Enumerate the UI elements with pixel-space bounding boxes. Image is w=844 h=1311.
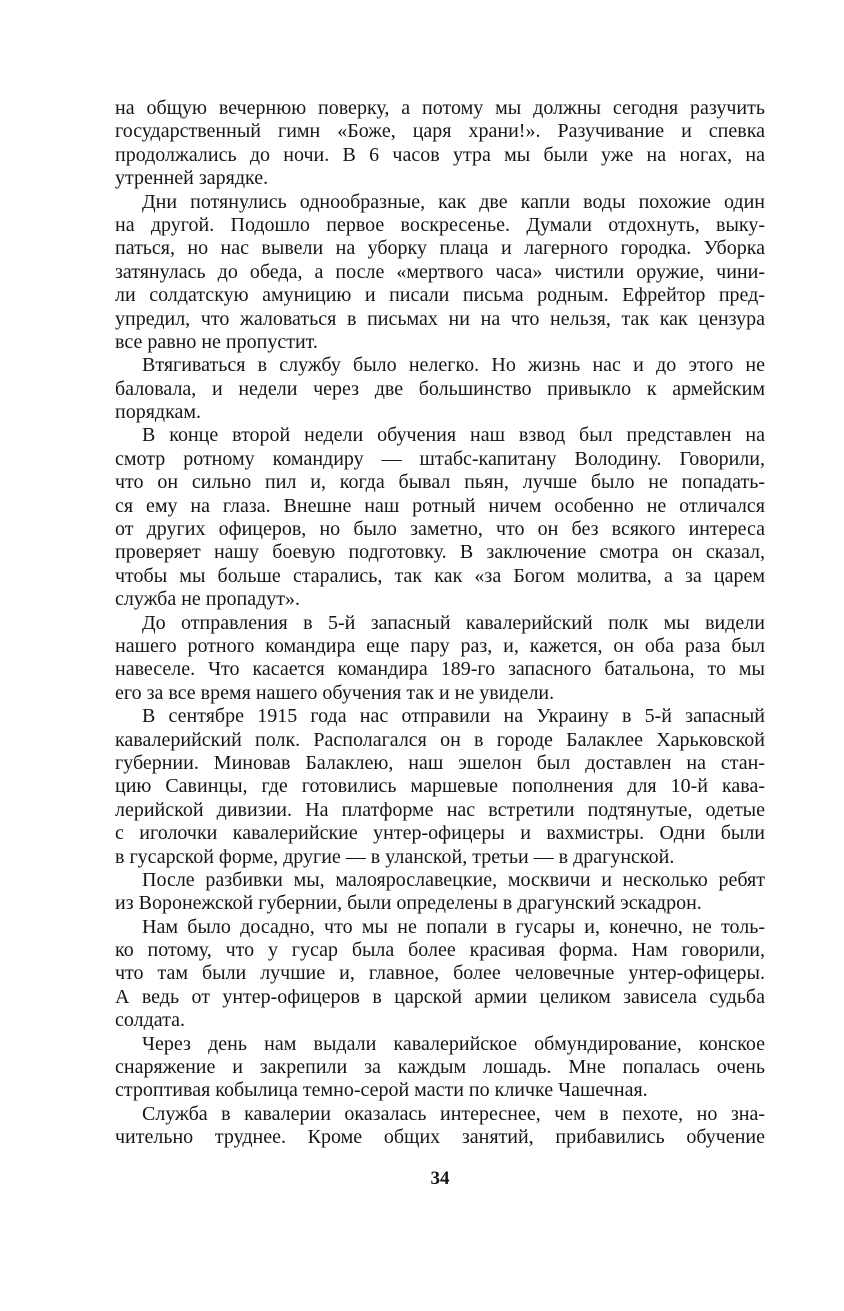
text-line: До отправления в 5-й запасный кавалерийский полк мы видели (142, 611, 765, 634)
text-line: снаряжение и закрепили за каждым лошадь. Мне попалась очень (115, 1056, 765, 1079)
text-line: навеселе. Что касается командира 189-го запасного батальона, то мы (115, 658, 765, 681)
text-line: кавалерийский полк. Располагался он в городе Балаклее Харьковской (115, 728, 765, 751)
text-line: служба не пропадут». (115, 588, 300, 611)
text-line: Служба в кавалерии оказалась интереснее, чем в пехоте, но зна- (142, 1102, 765, 1125)
text-line: проверяет нашу боевую подготовку. В заключение смотра он сказал, (115, 541, 765, 564)
text-line: государственный гимн «Боже, царя храни!». Разучивание и спевка (115, 120, 765, 143)
text-line: Через день нам выдали кавалерийское обмундирование, конское (142, 1032, 765, 1055)
text-line: Нам было досадно, что мы не попали в гусары и, конечно, не толь- (142, 915, 765, 938)
text-line: смотр ротному командиру — штабс-капитану Володину. Говорили, (115, 447, 765, 470)
text-line: чительно труднее. Кроме общих занятий, прибавились обучение (115, 1126, 765, 1149)
text-line: цию Савинцы, где готовились маршевые пополнения для 10-й кава- (115, 775, 765, 798)
text-line: солдата. (115, 1009, 185, 1032)
text-line: А ведь от унтер-офицеров в царской армии целиком зависела судьба (115, 985, 765, 1008)
text-line: строптивая кобылица темно-серой масти по кличке Чашечная. (115, 1079, 648, 1102)
text-line: порядкам. (115, 401, 202, 424)
text-line: все равно не пропустит. (115, 330, 318, 353)
text-line: ли солдатскую амуницию и писали письма родным. Ефрейтор пред- (115, 284, 765, 307)
text-line: затянулась до обеда, а после «мертвого часа» чистили оружие, чини- (115, 260, 765, 283)
text-line: нашего ротного командира еще пару раз, и, кажется, он оба раза был (115, 634, 765, 657)
text-line: баловала, и недели через две большинство привыкло к армейским (115, 377, 765, 400)
text-line: ся ему на глаза. Внешне наш ротный ничем особенно не отличался (115, 494, 765, 517)
text-line: на общую вечернюю поверку, а потому мы должны сегодня разучить (115, 97, 765, 119)
text-line: После разбивки мы, малоярославецкие, москвичи и несколько ребят (142, 868, 765, 891)
text-line: из Воронежской губернии, были определены в драгунский эскадрон. (115, 892, 702, 915)
text-line: продолжались до ночи. В 6 часов утра мы были уже на ногах, на (115, 143, 765, 166)
page-number: 34 (430, 1168, 450, 1189)
text-line: его за все время нашего обучения так и не увидели. (115, 681, 555, 704)
text-line: что он сильно пил и, когда бывал пьян, лучше было не попадать- (115, 471, 765, 494)
text-line: упредил, что жаловаться в письмах ни на что нельзя, так как цензура (115, 307, 765, 330)
text-line: Втягиваться в службу было нелегко. Но жизнь нас и до этого не (142, 354, 765, 377)
text-line: чтобы мы больше старались, так как «за Богом молитва, а за царем (115, 564, 765, 587)
text-line: В сентябре 1915 года нас отправили на Украину в 5-й запасный (142, 705, 765, 728)
text-line: в гусарской форме, другие — в уланской, третьи — в драгунской. (115, 845, 675, 868)
text-line: на другой. Подошло первое воскресенье. Думали отдохнуть, выку- (115, 213, 765, 236)
text-line: В конце второй недели обучения наш взвод был представлен на (142, 424, 765, 447)
text-line: утренней зарядке. (115, 167, 269, 190)
text-line: с иголочки кавалерийские унтер-офицеры и вахмистры. Одни были (115, 822, 765, 845)
text-line: что там были лучшие и, главное, более человечные унтер-офицеры. (115, 962, 765, 985)
text-line: паться, но нас вывели на уборку плаца и лагерного городка. Уборка (115, 237, 765, 260)
text-block (115, 97, 765, 1150)
text-line: ко потому, что у гусар была более красивая форма. Нам говорили, (115, 939, 765, 962)
text-line: Дни потянулись однообразные, как две капли воды похожие один (142, 190, 765, 213)
text-line: от других офицеров, но было заметно, что он без всякого интереса (115, 518, 765, 541)
text-line: губернии. Миновав Балаклею, наш эшелон был доставлен на стан- (115, 751, 765, 774)
text-line: лерийской дивизии. На платформе нас встретили подтянутые, одетые (115, 798, 765, 821)
